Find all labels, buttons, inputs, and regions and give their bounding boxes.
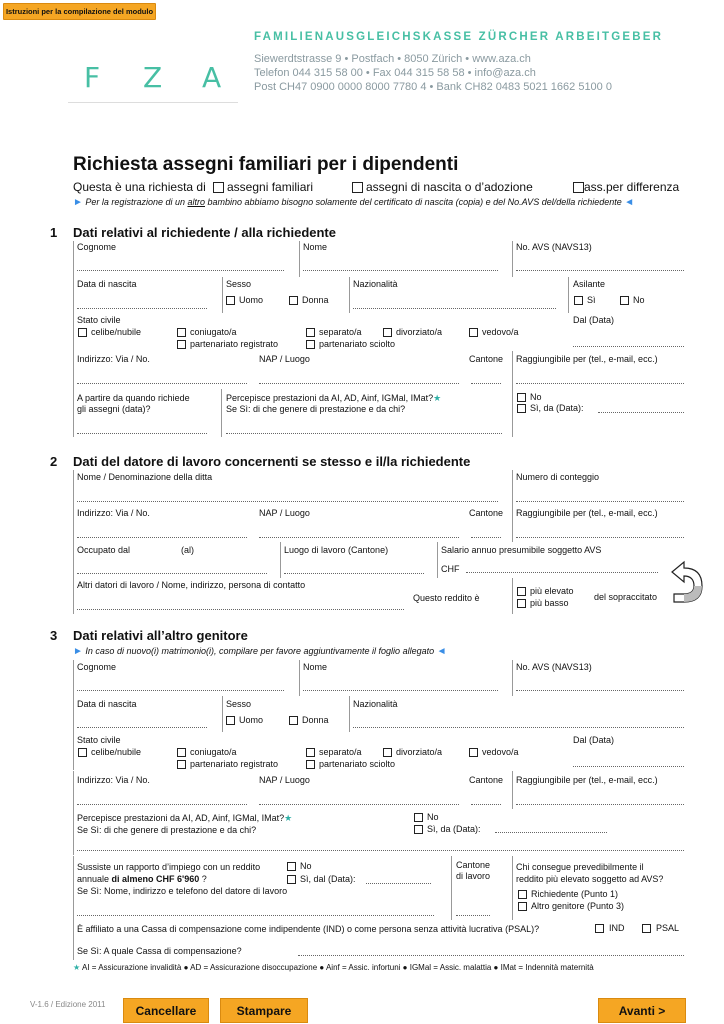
s3-rapp-si-label: Sì, dal (Data):	[300, 874, 356, 884]
s1-perc-si-checkbox[interactable]	[517, 404, 526, 413]
s1-celibe-checkbox[interactable]	[78, 328, 87, 337]
s1-nap-input[interactable]	[259, 383, 459, 384]
s3-sesi-label: Se Sì: di che genere di prestazione e da chi?	[77, 825, 257, 835]
s3-chi-label: Chi consegue prevedibilmente il	[516, 862, 644, 872]
s2-al-label: (al)	[181, 545, 194, 555]
s1-coniugato-label: coniugato/a	[190, 327, 237, 337]
s1-cognome-input[interactable]	[77, 270, 284, 271]
s3-divorziato-label: divorziato/a	[396, 747, 443, 757]
option-label: assegni familiari	[227, 180, 314, 194]
s3-perc-si-label: Sì, da (Data):	[427, 824, 481, 834]
s3-cantone2-input[interactable]	[456, 915, 490, 916]
triangle-right-icon: ►	[73, 646, 83, 657]
s1-apartire-label: A partire da quando richiede	[77, 393, 190, 403]
s3-ind-label: IND	[609, 923, 625, 933]
s3-sesi-input[interactable]	[77, 850, 684, 851]
s3-rapp-si-checkbox[interactable]	[287, 875, 296, 884]
s1-perc-no-checkbox[interactable]	[517, 393, 526, 402]
logo-letter-f: F	[84, 61, 101, 94]
request-assegni-familiari[interactable]	[213, 180, 313, 194]
s1-uomo-label: Uomo	[239, 295, 264, 305]
s2-altri-input[interactable]	[77, 609, 404, 610]
s3-nap-input[interactable]	[259, 804, 459, 805]
s1-apartire-input[interactable]	[77, 433, 207, 434]
section-1-number: 1	[50, 225, 58, 240]
s3-perc-si-checkbox[interactable]	[414, 825, 423, 834]
s2-chf-label: CHF	[441, 564, 460, 574]
request-assegni-nascita[interactable]	[352, 180, 533, 194]
s3-coniugato-label: coniugato/a	[190, 747, 237, 757]
s3-note-text: In caso di nuovo(i) matrimonio(i), compilare per favore aggiuntivamente il foglio allegato	[85, 646, 435, 656]
s3-cantone-label: Cantone	[469, 775, 504, 785]
s3-sussiste-amount: di almeno CHF 6'960	[111, 874, 200, 884]
s1-divorziato-checkbox[interactable]	[383, 328, 392, 337]
s3-donna-label: Donna	[302, 715, 329, 725]
s3-nome-input[interactable]	[303, 690, 498, 691]
s1-sesi-label: Se Sì: di che genere di prestazione e da chi?	[226, 404, 406, 414]
s3-uomo-checkbox[interactable]	[226, 716, 235, 725]
s2-basso-checkbox[interactable]	[517, 599, 526, 608]
print-button[interactable]: Stampare	[220, 998, 308, 1023]
s1-asilante-no-label: No	[633, 295, 645, 305]
s3-coniugato-checkbox[interactable]	[177, 748, 186, 757]
s3-indirizzo-input[interactable]	[77, 804, 247, 805]
s3-affiliato-label: È affiliato a una Cassa di compensazione come indipendente (IND) o come persona senza attività lucrativa (PSAL)?	[77, 924, 540, 934]
next-button[interactable]: Avanti >	[598, 998, 686, 1023]
s3-perc-data-input[interactable]	[495, 832, 607, 833]
s1-sesi-input[interactable]	[226, 433, 502, 434]
star-icon: ★	[284, 813, 293, 823]
s3-uomo-label: Uomo	[239, 715, 264, 725]
note-text-2: bambino abbiamo bisogno solamente del certificato di nascita (copia) e del No.AVS del/della richiedente	[205, 197, 622, 207]
s3-nazionalita-input[interactable]	[353, 727, 684, 728]
s3-celibe-checkbox[interactable]	[78, 748, 87, 757]
s1-indirizzo-label: Indirizzo: Via / No.	[77, 354, 150, 364]
request-prefix: Questa è una richiesta di	[73, 180, 206, 194]
page-title: Richiesta assegni familiari per i dipendenti	[73, 154, 459, 175]
s3-separato-label: separato/a	[319, 747, 362, 757]
s3-perc-no-checkbox[interactable]	[414, 813, 423, 822]
s1-vedovo-label: vedovo/a	[482, 327, 519, 337]
s3-cognome-label: Cognome	[77, 662, 117, 672]
s3-partsc-checkbox[interactable]	[306, 760, 315, 769]
request-differenza[interactable]	[573, 180, 679, 194]
logo-letter-z: Z	[143, 61, 163, 94]
s3-rich-checkbox[interactable]	[518, 890, 527, 899]
s3-perc-no-label: No	[427, 812, 439, 822]
s1-stato-label: Stato civile	[77, 315, 121, 325]
s3-nome-label: Nome	[303, 662, 328, 672]
s2-conteggio-label: Numero di conteggio	[516, 472, 600, 482]
s3-rapp-no-label: No	[300, 861, 312, 871]
legend-text: AI = Assicurazione invalidità ● AD = Assicurazione disoccupazione ● Ainf = Assic. infortuni ● IGMal = Assic. malattia ● IMat = Indennità maternità	[81, 963, 594, 972]
s3-cognome-input[interactable]	[77, 690, 284, 691]
star-icon: ★	[73, 963, 81, 972]
s2-luogo-label: Luogo di lavoro (Cantone)	[284, 545, 389, 555]
s3-avs-label: No. AVS (NAVS13)	[516, 662, 592, 672]
s2-occupato-label: Occupato dal	[77, 545, 131, 555]
s1-apartire-label-2: gli assegni (data)?	[77, 404, 151, 414]
s3-sesso-label: Sesso	[226, 699, 252, 709]
star-icon: ★	[433, 393, 442, 403]
s3-celibe-label: celibe/nubile	[91, 747, 142, 757]
s1-percepisce-text: Percepisce prestazioni da AI, AD, Ainf, IGMal, IMat?	[226, 393, 434, 403]
s3-stato-label: Stato civile	[77, 735, 121, 745]
s1-dal-input[interactable]	[573, 346, 684, 347]
s1-uomo-checkbox[interactable]	[226, 296, 235, 305]
s1-nascita-input[interactable]	[77, 308, 207, 309]
s1-nome-input[interactable]	[303, 270, 498, 271]
s1-vedovo-checkbox[interactable]	[469, 328, 478, 337]
s3-sussiste-text: annuale	[77, 874, 112, 884]
s3-nazionalita-label: Nazionalità	[353, 699, 398, 709]
s3-datore-input[interactable]	[77, 915, 434, 916]
s3-raggiungibile-input[interactable]	[516, 804, 684, 805]
note-registration	[73, 197, 634, 208]
s2-sopra-label: del sopraccitato	[594, 592, 658, 602]
s2-indirizzo-label: Indirizzo: Via / No.	[77, 508, 150, 518]
s3-partreg-label: partenariato registrato	[190, 759, 279, 769]
s1-asilante-no-checkbox[interactable]	[620, 296, 629, 305]
s2-indirizzo-input[interactable]	[77, 537, 247, 538]
s3-avs-input[interactable]	[516, 690, 684, 691]
s3-vedovo-label: vedovo/a	[482, 747, 519, 757]
s1-sesso-label: Sesso	[226, 279, 252, 289]
s2-basso-label: più basso	[530, 598, 569, 608]
s3-sussiste-label: Sussiste un rapporto d’impiego con un reddito	[77, 862, 261, 872]
s3-ind-checkbox[interactable]	[595, 924, 604, 933]
s2-elevato-checkbox[interactable]	[517, 587, 526, 596]
s3-quale-label: Se Sì: A quale Cassa di compensazione?	[77, 946, 242, 956]
s3-cantone2-label: Cantone	[456, 860, 491, 870]
s1-indirizzo-input[interactable]	[77, 383, 247, 384]
s2-nap-label: NAP / Luogo	[259, 508, 310, 518]
s1-nazionalita-label: Nazionalità	[353, 279, 398, 289]
s2-ditta-input[interactable]	[77, 501, 498, 502]
s3-nascita-input[interactable]	[77, 727, 207, 728]
s2-salario-label: Salario annuo presumibile soggetto AVS	[441, 545, 602, 555]
s3-percepisce-label	[77, 813, 292, 824]
triangle-left-icon: ◄	[436, 646, 447, 657]
s1-avs-label: No. AVS (NAVS13)	[516, 242, 592, 252]
s3-cantone-input[interactable]	[471, 804, 501, 805]
s1-nap-label: NAP / Luogo	[259, 354, 310, 364]
s3-rich-label: Richiedente (Punto 1)	[531, 889, 619, 899]
s3-dal-input[interactable]	[573, 766, 684, 767]
s1-raggiungibile-input[interactable]	[516, 383, 684, 384]
s1-partreg-label: partenariato registrato	[190, 339, 279, 349]
org-phone: Telefon 044 315 58 00 • Fax 044 315 58 58 • info@aza.ch	[254, 67, 536, 79]
s3-dal-label: Dal (Data)	[573, 735, 615, 745]
section-3-title: Dati relativi all’altro genitore	[73, 628, 248, 643]
section-3-number: 3	[50, 628, 58, 643]
org-bank: Post CH47 0900 0000 8000 7780 4 • Bank CH82 0483 5021 1662 5100 0	[254, 81, 612, 93]
s3-rapp-no-checkbox[interactable]	[287, 862, 296, 871]
s3-psal-label: PSAL	[656, 923, 680, 933]
s2-luogo-input[interactable]	[284, 573, 424, 574]
section-2-title: Dati del datore di lavoro concernenti se stesso e il/la richiedente	[73, 454, 471, 469]
s2-salario-input[interactable]	[466, 572, 658, 573]
s1-divorziato-label: divorziato/a	[396, 327, 443, 337]
version: V-1.6 / Edizione 2011	[30, 1000, 106, 1009]
s1-percepisce-label	[226, 393, 441, 404]
s1-dal-label: Dal (Data)	[573, 315, 615, 325]
checkbox[interactable]	[573, 182, 584, 193]
s1-cognome-label: Cognome	[77, 242, 117, 252]
s1-perc-data-input[interactable]	[598, 412, 684, 413]
s3-rapp-data-input[interactable]	[366, 883, 431, 884]
s1-partsc-checkbox[interactable]	[306, 340, 315, 349]
org-address: Siewerdtstrasse 9 • Postfach • 8050 Zürich • www.aza.ch	[254, 53, 531, 65]
return-arrow-icon[interactable]	[668, 560, 706, 606]
s3-indirizzo-label: Indirizzo: Via / No.	[77, 775, 150, 785]
legend	[73, 963, 594, 972]
s3-quale-input[interactable]	[298, 955, 684, 956]
s3-donna-checkbox[interactable]	[289, 716, 298, 725]
s1-donna-checkbox[interactable]	[289, 296, 298, 305]
s3-note	[73, 646, 447, 657]
s1-asilante-label: Asilante	[573, 279, 606, 289]
org-name: FAMILIENAUSGLEICHSKASSE ZÜRCHER ARBEITGEBER	[254, 31, 664, 43]
s3-percepisce-text: Percepisce prestazioni da AI, AD, Ainf, IGMal, IMat?	[77, 813, 285, 823]
s3-partsc-label: partenariato sciolto	[319, 759, 396, 769]
s1-coniugato-checkbox[interactable]	[177, 328, 186, 337]
s2-cantone-label: Cantone	[469, 508, 504, 518]
s3-sussiste-label-3: Se Sì: Nome, indirizzo e telefono del datore di lavoro	[77, 886, 288, 896]
s2-nap-input[interactable]	[259, 537, 459, 538]
logo-letter-a: A	[202, 61, 222, 94]
s1-cantone-input[interactable]	[471, 383, 501, 384]
s3-partreg-checkbox[interactable]	[177, 760, 186, 769]
s3-sussiste-label-2	[77, 874, 207, 885]
s2-raggiungibile-label: Raggiungibile per (tel., e-mail, ecc.)	[516, 508, 658, 518]
s3-altro-checkbox[interactable]	[518, 902, 527, 911]
s1-perc-no-label: No	[530, 392, 542, 402]
triangle-left-icon: ◄	[624, 197, 635, 208]
s2-raggiungibile-input[interactable]	[516, 537, 684, 538]
s3-vedovo-checkbox[interactable]	[469, 748, 478, 757]
note-altro: altro	[187, 197, 205, 207]
s2-cantone-input[interactable]	[471, 537, 501, 538]
option-label: assegni di nascita o d’adozione	[366, 180, 533, 194]
s2-conteggio-input[interactable]	[516, 501, 684, 502]
s1-partsc-label: partenariato sciolto	[319, 339, 396, 349]
s3-cantone2-label-2: di lavoro	[456, 871, 491, 881]
s2-altri-label: Altri datori di lavoro / Nome, indirizzo, persona di contatto	[77, 580, 306, 590]
s2-occupato-input[interactable]	[77, 573, 267, 574]
section-2-number: 2	[50, 454, 58, 469]
s3-divorziato-checkbox[interactable]	[383, 748, 392, 757]
option-label: ass.per differenza	[584, 180, 680, 194]
s1-asilante-si-checkbox[interactable]	[574, 296, 583, 305]
s1-partreg-checkbox[interactable]	[177, 340, 186, 349]
s2-reddito-label: Questo reddito è	[413, 593, 480, 603]
s3-sussiste-q: ?	[199, 874, 207, 884]
s1-perc-si-label: Sì, da (Data):	[530, 403, 584, 413]
s3-nascita-label: Data di nascita	[77, 699, 137, 709]
s1-asilante-si-label: Sì	[587, 295, 596, 305]
s1-celibe-label: celibe/nubile	[91, 327, 142, 337]
checkbox[interactable]	[213, 182, 224, 193]
s3-altro-label: Altro genitore (Punto 3)	[531, 901, 625, 911]
s1-separato-label: separato/a	[319, 327, 362, 337]
s3-psal-checkbox[interactable]	[642, 924, 651, 933]
checkbox[interactable]	[352, 182, 363, 193]
s1-avs-input[interactable]	[516, 270, 684, 271]
s3-raggiungibile-label: Raggiungibile per (tel., e-mail, ecc.)	[516, 775, 658, 785]
s1-nome-label: Nome	[303, 242, 328, 252]
section-1-title: Dati relativi al richiedente / alla richiedente	[73, 225, 336, 240]
instructions-button[interactable]: Istruzioni per la compilazione del modulo	[3, 3, 156, 20]
s3-chi-label-2: reddito più elevato soggetto ad AVS?	[516, 874, 664, 884]
s2-ditta-label: Nome / Denominazione della ditta	[77, 472, 213, 482]
s1-nazionalita-input[interactable]	[353, 308, 556, 309]
note-text: Per la registrazione di un	[85, 197, 188, 207]
s1-nascita-label: Data di nascita	[77, 279, 137, 289]
s1-raggiungibile-label: Raggiungibile per (tel., e-mail, ecc.)	[516, 354, 658, 364]
s1-donna-label: Donna	[302, 295, 329, 305]
s1-separato-checkbox[interactable]	[306, 328, 315, 337]
s2-elevato-label: più elevato	[530, 586, 574, 596]
s3-separato-checkbox[interactable]	[306, 748, 315, 757]
s3-nap-label: NAP / Luogo	[259, 775, 310, 785]
triangle-right-icon: ►	[73, 197, 83, 208]
cancel-button[interactable]: Cancellare	[123, 998, 209, 1023]
s1-cantone-label: Cantone	[469, 354, 504, 364]
